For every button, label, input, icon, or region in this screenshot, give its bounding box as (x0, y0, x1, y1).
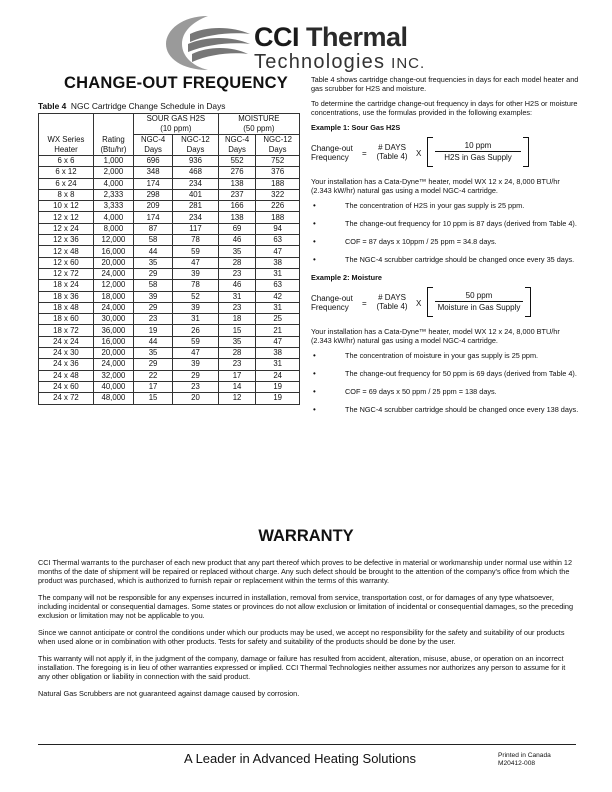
formula-equals: = (362, 299, 367, 308)
list-item: • The concentration of H2S in your gas supply is 25 ppm. (311, 201, 579, 210)
table-cell: 24 x 36 (39, 359, 94, 370)
table-cell: 32,000 (93, 370, 133, 381)
table-cell: 12 x 36 (39, 235, 94, 246)
table-cell: 4,000 (93, 178, 133, 189)
brand-subtitle: Technologies INC. (254, 51, 426, 73)
table-header-cell (39, 124, 94, 135)
example-body: Your installation has a Cata-Dyne™ heater, model WX 12 x 24, 8,000 BTU/hr (2.343 kW/hr) natural gas using a model NGC-4 cartridge. (311, 327, 560, 345)
table-cell: 552 (218, 156, 256, 167)
changeout-section (38, 74, 300, 405)
table-row (39, 212, 300, 223)
table-cell: 18 x 60 (39, 314, 94, 325)
left-bracket-icon (427, 287, 433, 317)
table-cell: 94 (256, 223, 300, 234)
table-cell: 18 x 72 (39, 325, 94, 336)
table-cell: 752 (256, 156, 300, 167)
table-cell: 24,000 (93, 268, 133, 279)
table-cell: 36,000 (93, 325, 133, 336)
table-header-cell: (50 ppm) (218, 124, 299, 135)
formula-fraction: 50 ppm Moisture in Gas Supply (435, 291, 523, 312)
table-cell: 52 (173, 291, 219, 302)
formula-sour-gas (311, 135, 579, 171)
table-cell: 29 (133, 302, 172, 313)
table-cell: 17 (133, 381, 172, 392)
example-title: Example 2: Moisture (311, 273, 382, 282)
formula-lhs: Change-out Frequency (311, 144, 353, 162)
table-cell: 376 (256, 167, 300, 178)
table-cell: 23 (218, 302, 256, 313)
table-cell: 47 (256, 336, 300, 347)
example-bullets (311, 201, 579, 264)
table-cell: 19 (133, 325, 172, 336)
table-cell: 234 (173, 178, 219, 189)
change-schedule-table (38, 113, 300, 405)
table-header-cell: Days (133, 145, 172, 156)
table-cell: 78 (173, 280, 219, 291)
table-cell: 24,000 (93, 359, 133, 370)
table-cell: 188 (256, 212, 300, 223)
table-cell: 209 (133, 201, 172, 212)
table-cell: 24 x 60 (39, 381, 94, 392)
table-cell: 12 x 48 (39, 246, 94, 257)
example-body: Your installation has a Cata-Dyne™ heater, model WX 12 x 24, 8,000 BTU/hr (2.343 kW/hr) natural gas using a model NGC-4 cartridge. (311, 177, 560, 195)
table-cell: 24,000 (93, 302, 133, 313)
formula-lhs: Change-out Frequency (311, 294, 353, 312)
list-item: • COF = 87 days x 10ppm / 25 ppm = 34.8 days. (311, 237, 579, 246)
table-cell: 28 (218, 257, 256, 268)
table-cell: 22 (133, 370, 172, 381)
table-cell: 3,333 (93, 201, 133, 212)
table-cell: 58 (133, 280, 172, 291)
table-cell: 46 (218, 235, 256, 246)
table-cell: 226 (256, 201, 300, 212)
table-cell: 48,000 (93, 393, 133, 404)
footer-tagline: A Leader in Advanced Heating Solutions (184, 751, 417, 766)
table-cell: 24 x 48 (39, 370, 94, 381)
table-cell: 59 (173, 336, 219, 347)
table-cell: 16,000 (93, 336, 133, 347)
table-header-cell (93, 124, 133, 135)
table-cell: 42 (256, 291, 300, 302)
table-cell: 31 (256, 359, 300, 370)
table-row (39, 280, 300, 291)
table-cell: 12 x 72 (39, 268, 94, 279)
table-row (39, 257, 300, 268)
print-info: Printed in Canada M20412-008 (498, 752, 551, 767)
table-cell: 18 (218, 314, 256, 325)
table-row (39, 359, 300, 370)
table-cell: 936 (173, 156, 219, 167)
page-title: CHANGE-OUT FREQUENCY (63, 74, 288, 92)
table-header-cell: NGC-12 (256, 135, 300, 146)
formula-times: X (416, 149, 422, 158)
table-cell: 4,000 (93, 212, 133, 223)
warranty-paragraph: Since we cannot anticipate or control the conditions under which our products may be used, we accept no responsibility for the safety and suitability of our products when used alone or in combination with other products. Tests for safety and suitability of the products should be done by the user. (38, 628, 565, 646)
list-item: • COF = 69 days x 50 ppm / 25 ppm = 138 days. (311, 387, 579, 396)
table-cell: 25 (256, 314, 300, 325)
table-cell: 19 (256, 381, 300, 392)
table-header-cell: (Btu/hr) (93, 145, 133, 156)
table-header-cell: WX Series (39, 135, 94, 146)
table-cell: 18 x 48 (39, 302, 94, 313)
table-cell: 47 (256, 246, 300, 257)
table-cell: 2,000 (93, 167, 133, 178)
table-cell: 10 x 12 (39, 201, 94, 212)
table-cell: 174 (133, 212, 172, 223)
table-cell: 17 (218, 370, 256, 381)
table-row (39, 370, 300, 381)
table-row (39, 223, 300, 234)
table-header-cell: Days (256, 145, 300, 156)
table-header-cell: NGC-12 (173, 135, 219, 146)
warranty-paragraph: Natural Gas Scrubbers are not guaranteed against damage caused by corrosion. (38, 689, 300, 698)
list-item: • The NGC-4 scrubber cartridge should be changed once every 138 days. (311, 405, 579, 414)
intro-paragraph: To determine the cartridge change-out frequency in days for other H2S or moisture concentrations, use the formulas provided in the following examples: (311, 99, 578, 117)
formula-fraction: 10 ppm H2S in Gas Supply (435, 141, 521, 162)
table-cell: 35 (218, 246, 256, 257)
table-cell: 24 x 30 (39, 348, 94, 359)
table-cell: 20 (173, 393, 219, 404)
table-cell: 138 (218, 212, 256, 223)
table-row (39, 156, 300, 167)
table-cell: 28 (218, 348, 256, 359)
table-row (39, 291, 300, 302)
table-cell: 63 (256, 235, 300, 246)
table-cell: 39 (133, 291, 172, 302)
table-row (39, 235, 300, 246)
table-cell: 35 (133, 348, 172, 359)
list-item: • The concentration of moisture in your gas supply is 25 ppm. (311, 351, 579, 360)
formula-days: # DAYS (Table 4) (376, 143, 408, 161)
table-cell: 237 (218, 189, 256, 200)
table-cell: 31 (256, 268, 300, 279)
table-header-cell: Rating (93, 135, 133, 146)
table-cell: 46 (218, 280, 256, 291)
table-row (39, 201, 300, 212)
table-cell: 39 (173, 268, 219, 279)
table-cell: 23 (218, 268, 256, 279)
table-header-cell (93, 114, 133, 125)
table-cell: 23 (173, 381, 219, 392)
table-cell: 24 x 72 (39, 393, 94, 404)
table-cell: 69 (218, 223, 256, 234)
table-cell: 44 (133, 336, 172, 347)
table-cell: 12 x 24 (39, 223, 94, 234)
table-cell: 29 (133, 359, 172, 370)
table-cell: 401 (173, 189, 219, 200)
table-cell: 39 (173, 359, 219, 370)
table-cell: 31 (256, 302, 300, 313)
table-cell: 38 (256, 348, 300, 359)
table-cell: 188 (256, 178, 300, 189)
warranty-title: WARRANTY (258, 527, 354, 545)
table-cell: 24 x 24 (39, 336, 94, 347)
table-row (39, 381, 300, 392)
table-cell: 47 (173, 257, 219, 268)
table-row (39, 325, 300, 336)
table-header-cell: MOISTURE (218, 114, 299, 125)
warranty-section (38, 558, 576, 706)
table-cell: 20,000 (93, 257, 133, 268)
warranty-paragraph: CCI Thermal warrants to the purchaser of each new product that any part thereof which proves to be defective in material or workmanship under normal use within 12 months of the date of shipment will be repaired or replaced without charge. Any such defect should be brought to the attention of the company's office from which the product was purchased, which is authorized to furnish repair or replacement within the terms of this warranty. (38, 558, 573, 585)
table-cell: 8 x 8 (39, 189, 94, 200)
table-cell: 30,000 (93, 314, 133, 325)
table-cell: 6 x 24 (39, 178, 94, 189)
table-cell: 58 (133, 235, 172, 246)
table-header-cell: (10 ppm) (133, 124, 218, 135)
formula-equals: = (362, 149, 367, 158)
table-row (39, 178, 300, 189)
table-cell: 322 (256, 189, 300, 200)
table-cell: 16,000 (93, 246, 133, 257)
table-cell: 23 (133, 314, 172, 325)
table-cell: 18 x 36 (39, 291, 94, 302)
company-logo (162, 10, 462, 74)
table-cell: 234 (173, 212, 219, 223)
table-row (39, 246, 300, 257)
table-cell: 281 (173, 201, 219, 212)
table-cell: 15 (218, 325, 256, 336)
warranty-paragraph: This warranty will not apply if, in the judgment of the company, damage or failure has resulted from accident, alteration, misuse, abuse, or operation on an incorrect installation. The foregoing is in lieu of other warranties expressed or implied. CCI Thermal Technologies neither assumes nor authorizes any person to assume for it any other obligation or liability in connection with the said product. (38, 654, 566, 681)
swoosh-logo-icon (162, 12, 254, 72)
table-header-cell (39, 114, 94, 125)
table-cell: 24 (256, 370, 300, 381)
formula-times: X (416, 299, 422, 308)
table-cell: 35 (133, 257, 172, 268)
table-header-cell: Days (173, 145, 219, 156)
table-cell: 174 (133, 178, 172, 189)
table-cell: 23 (218, 359, 256, 370)
table-header-cell: Days (218, 145, 256, 156)
table-cell: 31 (173, 314, 219, 325)
table-cell: 117 (173, 223, 219, 234)
table-row (39, 268, 300, 279)
table-cell: 12,000 (93, 235, 133, 246)
example-title: Example 1: Sour Gas H2S (311, 123, 401, 132)
table-cell: 59 (173, 246, 219, 257)
table-caption: Table 4 NGC Cartridge Change Schedule in Days (38, 101, 226, 111)
table-row (39, 302, 300, 313)
table-cell: 1,000 (93, 156, 133, 167)
table-cell: 138 (218, 178, 256, 189)
table-header-cell: NGC-4 (218, 135, 256, 146)
table-cell: 35 (218, 336, 256, 347)
table-cell: 15 (133, 393, 172, 404)
table-cell: 19 (256, 393, 300, 404)
left-bracket-icon (427, 137, 433, 167)
table-row (39, 167, 300, 178)
table-row (39, 314, 300, 325)
table-cell: 29 (133, 268, 172, 279)
intro-paragraph: Table 4 shows cartridge change-out frequencies in days for each model heater and gas scrubber for H2S and moisture. (311, 75, 579, 93)
table-cell: 276 (218, 167, 256, 178)
table-cell: 44 (133, 246, 172, 257)
table-cell: 348 (133, 167, 172, 178)
table-header-cell: NGC-4 (133, 135, 172, 146)
table-cell: 12 x 60 (39, 257, 94, 268)
brand-name: CCI Thermal (254, 22, 408, 52)
table-cell: 31 (218, 291, 256, 302)
table-cell: 40,000 (93, 381, 133, 392)
formula-days: # DAYS (Table 4) (376, 293, 408, 311)
table-cell: 12 (218, 393, 256, 404)
list-item: • The change-out frequency for 10 ppm is 87 days (derived from Table 4). (311, 219, 579, 228)
table-cell: 20,000 (93, 348, 133, 359)
examples-section (311, 75, 579, 423)
list-item: • The NGC-4 scrubber cartridge should be changed once every 35 days. (311, 255, 579, 264)
table-cell: 6 x 12 (39, 167, 94, 178)
table-cell: 47 (173, 348, 219, 359)
table-cell: 12,000 (93, 280, 133, 291)
footer-divider (38, 744, 576, 745)
table-cell: 63 (256, 280, 300, 291)
right-bracket-icon (523, 137, 529, 167)
table-row (39, 336, 300, 347)
table-cell: 18 x 24 (39, 280, 94, 291)
table-cell: 298 (133, 189, 172, 200)
table-row (39, 393, 300, 404)
table-row (39, 189, 300, 200)
table-header-cell: Heater (39, 145, 94, 156)
table-cell: 38 (256, 257, 300, 268)
warranty-paragraph: The company will not be responsible for any expenses incurred in installation, removal from service, transportation cost, or for damages of any type whatsoever, including incidental or consequential damages. Some states or provinces do not allow exclusion or limitation of incidental or consequential damages, so the preceding exclusion or limitation may not be applicable to you. (38, 593, 574, 620)
table-cell: 21 (256, 325, 300, 336)
table-cell: 14 (218, 381, 256, 392)
table-cell: 166 (218, 201, 256, 212)
table-cell: 6 x 6 (39, 156, 94, 167)
formula-moisture (311, 285, 579, 321)
list-item: • The change-out frequency for 50 ppm is 69 days (derived from Table 4). (311, 369, 579, 378)
table-cell: 29 (173, 370, 219, 381)
example-bullets (311, 351, 579, 414)
table-header-cell: SOUR GAS H2S (133, 114, 218, 125)
table-cell: 8,000 (93, 223, 133, 234)
table-cell: 2,333 (93, 189, 133, 200)
table-cell: 18,000 (93, 291, 133, 302)
right-bracket-icon (525, 287, 531, 317)
table-cell: 39 (173, 302, 219, 313)
table-cell: 78 (173, 235, 219, 246)
table-cell: 26 (173, 325, 219, 336)
table-row (39, 348, 300, 359)
table-cell: 12 x 12 (39, 212, 94, 223)
table-cell: 87 (133, 223, 172, 234)
table-cell: 468 (173, 167, 219, 178)
table-cell: 696 (133, 156, 172, 167)
